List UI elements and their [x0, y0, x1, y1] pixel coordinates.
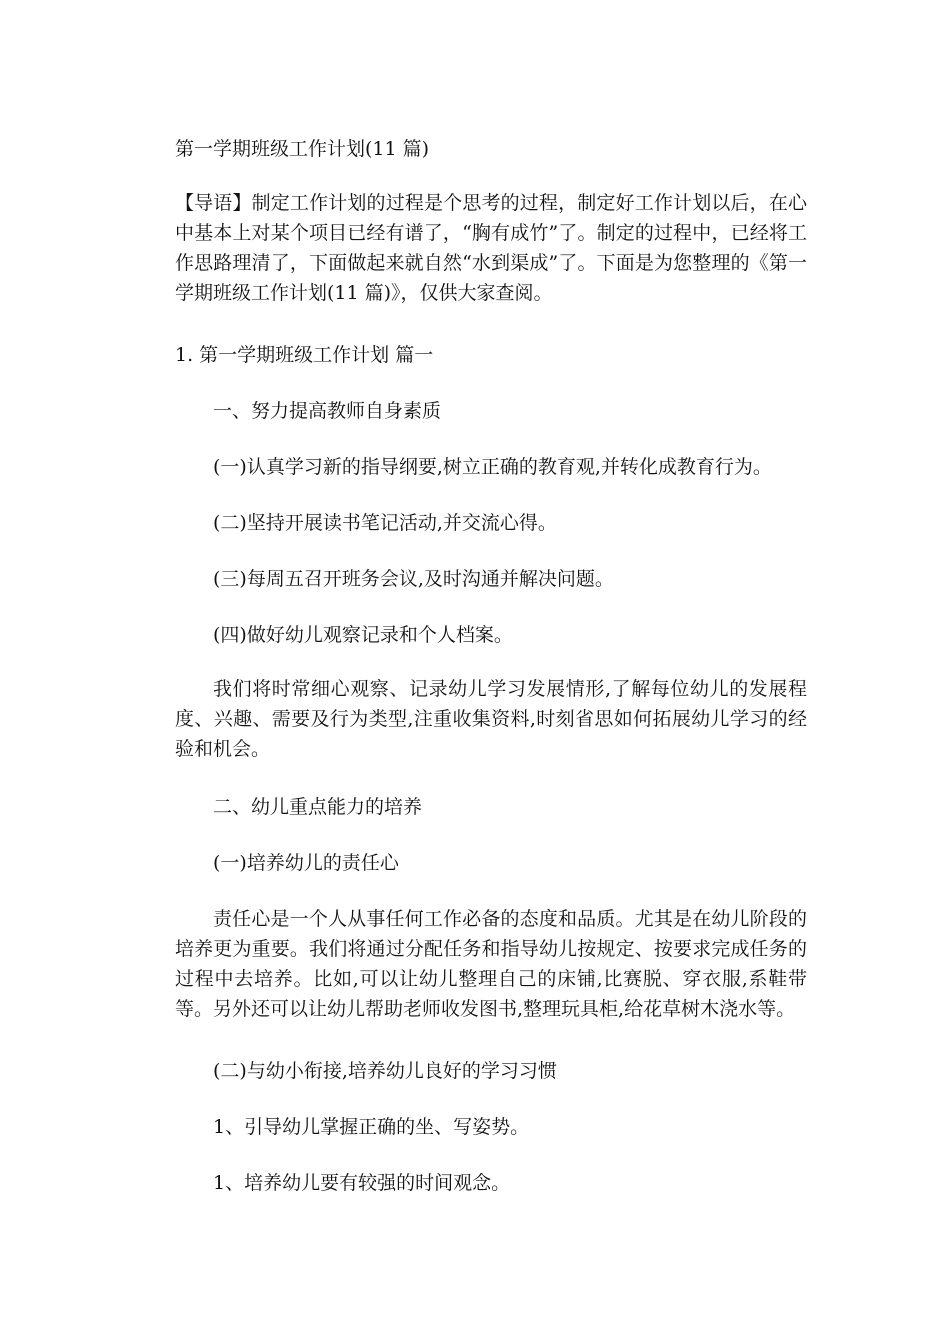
sub-item-1: 1、引导幼儿掌握正确的坐、写姿势。	[213, 1116, 530, 1138]
document-title: 第一学期班级工作计划(11 篇)	[175, 138, 430, 160]
list-item-1-2: (二)坚持开展读书笔记活动,并交流心得。	[213, 512, 557, 534]
section-heading: 1. 第一学期班级工作计划 篇一	[175, 344, 434, 366]
body-paragraph-1: 我们将时常细心观察、记录幼儿学习发展情形,了解每位幼儿的发展程度、兴趣、需要及行为类型,注重收集资料,时刻省思如何拓展幼儿学习的经验和机会。	[175, 678, 807, 760]
list-item-2-2: (二)与幼小衔接,培养幼儿良好的学习习惯	[213, 1060, 557, 1082]
list-item-1-1: (一)认真学习新的指导纲要,树立正确的教育观,并转化成教育行为。	[213, 456, 772, 478]
body-paragraph-2: 责任心是一个人从事任何工作必备的态度和品质。尤其是在幼儿阶段的培养更为重要。我们将通过分配任务和指导幼儿按规定、按要求完成任务的过程中去培养。比如,可以让幼儿整理自己的床铺,比赛脱、穿衣服,系鞋带等。另外还可以让幼儿帮助老师收发图书,整理玩具柜,给花草树木浇水等。	[175, 908, 807, 1020]
list-item-2-1: (一)培养幼儿的责任心	[213, 852, 399, 874]
intro-paragraph: 【导语】制定工作计划的过程是个思考的过程，制定好工作计划以后，在心中基本上对某个项目已经有谱了，“胸有成竹”了。制定的过程中，已经将工作思路理清了，下面做起来就自然“水到渠成”了。下面是为您整理的《第一学期班级工作计划(11 篇)》，仅供大家查阅。	[175, 192, 807, 304]
list-item-1-3: (三)每周五召开班务会议,及时沟通并解决问题。	[213, 568, 614, 590]
part-heading-1: 一、努力提高教师自身素质	[213, 400, 442, 422]
sub-item-2: 1、培养幼儿要有较强的时间观念。	[213, 1172, 511, 1194]
list-item-1-4: (四)做好幼儿观察记录和个人档案。	[213, 624, 513, 646]
part-heading-2: 二、幼儿重点能力的培养	[213, 796, 423, 818]
